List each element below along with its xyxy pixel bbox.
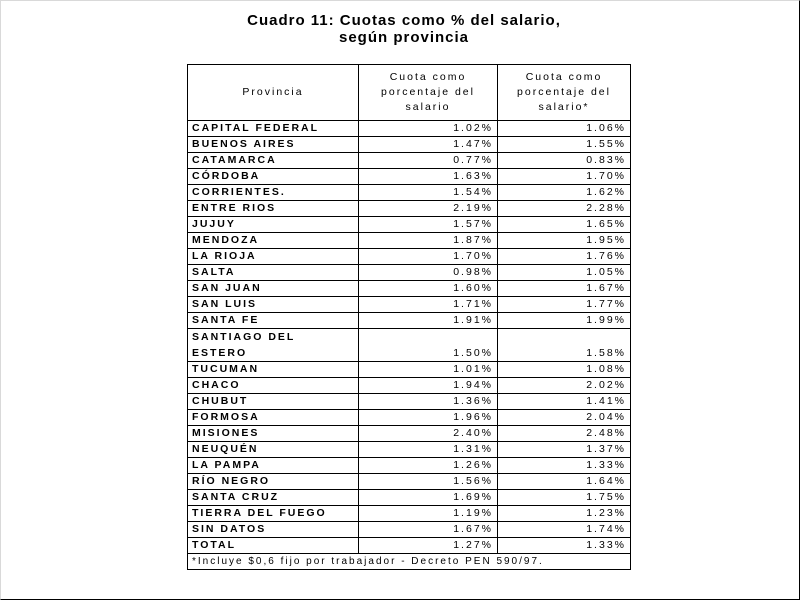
cell-cuota: 0.98% <box>359 265 498 281</box>
table-row <box>188 137 631 153</box>
cell-provincia: TIERRA DEL FUEGO <box>188 506 359 522</box>
cell-cuota: 1.96% <box>359 410 498 426</box>
table-row <box>188 426 631 442</box>
cell-cuota: 1.87% <box>359 233 498 249</box>
table-row <box>188 169 631 185</box>
header-cuota: Cuota como porcentaje del salario <box>359 65 498 121</box>
table-row <box>188 217 631 233</box>
header-provincia: Provincia <box>188 65 359 121</box>
cell-cuota: 1.67% <box>359 522 498 538</box>
cell-cuota-ajustada: 1.62% <box>498 185 631 201</box>
footnote: *Incluye $0,6 fijo por trabajador - Decreto PEN 590/97. <box>188 554 631 570</box>
cell-cuota: 1.94% <box>359 378 498 394</box>
cell-cuota-ajustada: 0.83% <box>498 153 631 169</box>
cell-provincia: MISIONES <box>188 426 359 442</box>
cell-provincia: FORMOSA <box>188 410 359 426</box>
cell-cuota-ajustada: 1.05% <box>498 265 631 281</box>
cell-cuota: 1.63% <box>359 169 498 185</box>
cell-provincia: SAN JUAN <box>188 281 359 297</box>
footnote-row <box>188 554 631 570</box>
table-row <box>188 313 631 329</box>
table-row <box>188 185 631 201</box>
table-row <box>188 249 631 265</box>
table-row <box>188 442 631 458</box>
cuotas-table <box>187 64 631 570</box>
cell-cuota: 1.56% <box>359 474 498 490</box>
table-row <box>188 522 631 538</box>
cell-provincia: CAPITAL FEDERAL <box>188 121 359 137</box>
cell-cuota-ajustada: 2.28% <box>498 201 631 217</box>
table-row <box>188 506 631 522</box>
cell-cuota: 1.02% <box>359 121 498 137</box>
cell-cuota-ajustada: 2.04% <box>498 410 631 426</box>
cell-provincia: SANTIAGO DEL ESTERO <box>188 329 359 362</box>
cell-cuota: 1.91% <box>359 313 498 329</box>
cell-provincia: ENTRE RIOS <box>188 201 359 217</box>
cell-provincia: LA PAMPA <box>188 458 359 474</box>
cell-provincia: LA RIOJA <box>188 249 359 265</box>
cell-cuota-ajustada: 1.65% <box>498 217 631 233</box>
cell-provincia: SALTA <box>188 265 359 281</box>
cell-provincia: TOTAL <box>188 538 359 554</box>
table-row <box>188 121 631 137</box>
cell-cuota: 2.19% <box>359 201 498 217</box>
cell-cuota-ajustada: 1.77% <box>498 297 631 313</box>
cell-cuota: 2.40% <box>359 426 498 442</box>
cell-cuota-ajustada: 2.48% <box>498 426 631 442</box>
cell-provincia: CHUBUT <box>188 394 359 410</box>
cell-cuota: 1.60% <box>359 281 498 297</box>
cell-cuota: 1.70% <box>359 249 498 265</box>
cell-cuota: 1.27% <box>359 538 498 554</box>
cell-provincia: CORRIENTES. <box>188 185 359 201</box>
cell-provincia: TUCUMAN <box>188 362 359 378</box>
cell-provincia: MENDOZA <box>188 233 359 249</box>
cell-cuota: 1.54% <box>359 185 498 201</box>
cell-cuota-ajustada: 1.75% <box>498 490 631 506</box>
cell-provincia: CÓRDOBA <box>188 169 359 185</box>
cell-provincia: CATAMARCA <box>188 153 359 169</box>
cell-provincia: BUENOS AIRES <box>188 137 359 153</box>
cell-cuota-ajustada: 1.95% <box>498 233 631 249</box>
cell-cuota: 0.77% <box>359 153 498 169</box>
table-row <box>188 490 631 506</box>
header-row <box>188 65 631 121</box>
cell-cuota: 1.26% <box>359 458 498 474</box>
cell-cuota-ajustada: 1.74% <box>498 522 631 538</box>
table-row <box>188 458 631 474</box>
cell-provincia: SANTA CRUZ <box>188 490 359 506</box>
cell-cuota-ajustada: 1.70% <box>498 169 631 185</box>
cell-provincia: CHACO <box>188 378 359 394</box>
cell-cuota-ajustada: 1.08% <box>498 362 631 378</box>
table-row <box>188 281 631 297</box>
cell-cuota: 1.69% <box>359 490 498 506</box>
page-title <box>0 12 800 46</box>
table-row <box>188 329 631 362</box>
cell-cuota: 1.50% <box>359 329 498 362</box>
cell-cuota: 1.71% <box>359 297 498 313</box>
cell-cuota: 1.31% <box>359 442 498 458</box>
table-row <box>188 362 631 378</box>
cell-cuota: 1.36% <box>359 394 498 410</box>
cell-cuota-ajustada: 1.37% <box>498 442 631 458</box>
title-line-1: Cuadro 11: Cuotas como % del salario, <box>247 12 561 29</box>
table-row <box>188 394 631 410</box>
table-row <box>188 410 631 426</box>
table-row <box>188 233 631 249</box>
table-row <box>188 297 631 313</box>
cell-provincia: NEUQUÉN <box>188 442 359 458</box>
cell-cuota-ajustada: 1.33% <box>498 538 631 554</box>
cell-cuota: 1.19% <box>359 506 498 522</box>
table-row <box>188 538 631 554</box>
cell-provincia: SAN LUIS <box>188 297 359 313</box>
cell-provincia: RÍO NEGRO <box>188 474 359 490</box>
cell-cuota-ajustada: 1.41% <box>498 394 631 410</box>
cell-cuota-ajustada: 1.99% <box>498 313 631 329</box>
cell-cuota: 1.47% <box>359 137 498 153</box>
cell-cuota-ajustada: 1.33% <box>498 458 631 474</box>
cell-provincia: SANTA FE <box>188 313 359 329</box>
header-cuota-ajustada: Cuota como porcentaje del salario* <box>498 65 631 121</box>
cell-cuota: 1.57% <box>359 217 498 233</box>
cell-cuota-ajustada: 1.76% <box>498 249 631 265</box>
table-row <box>188 265 631 281</box>
table-row <box>188 474 631 490</box>
cell-cuota-ajustada: 1.23% <box>498 506 631 522</box>
cell-cuota-ajustada: 1.06% <box>498 121 631 137</box>
cell-cuota-ajustada: 1.64% <box>498 474 631 490</box>
cell-cuota-ajustada: 1.58% <box>498 329 631 362</box>
cell-provincia: SIN DATOS <box>188 522 359 538</box>
cell-cuota-ajustada: 1.67% <box>498 281 631 297</box>
title-line-2: según provincia <box>338 29 470 46</box>
cell-cuota-ajustada: 2.02% <box>498 378 631 394</box>
table-row <box>188 153 631 169</box>
cell-cuota: 1.01% <box>359 362 498 378</box>
cell-provincia: JUJUY <box>188 217 359 233</box>
table-body <box>188 121 631 554</box>
cell-cuota-ajustada: 1.55% <box>498 137 631 153</box>
table-row <box>188 378 631 394</box>
table-row <box>188 201 631 217</box>
